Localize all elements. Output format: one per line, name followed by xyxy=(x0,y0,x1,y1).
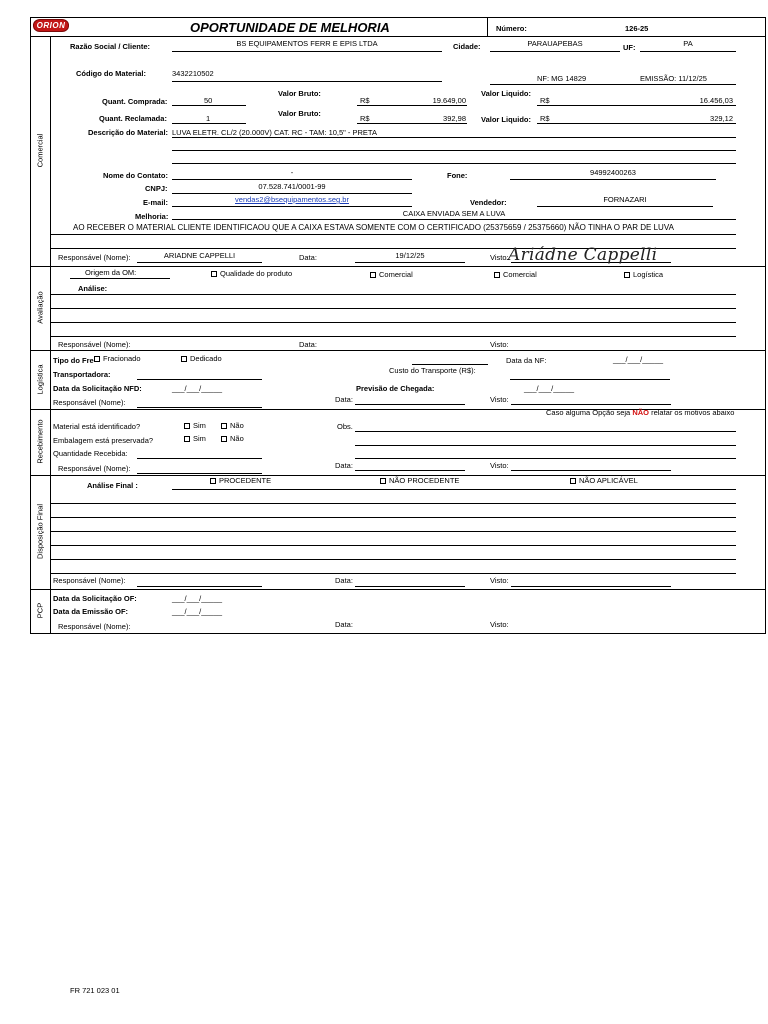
data-nf-label: Data da NF: xyxy=(506,356,547,365)
descricao-line-2 xyxy=(172,150,736,151)
header-divider xyxy=(30,36,766,37)
vendedor-underline xyxy=(537,206,713,207)
email-label: E-mail: xyxy=(143,198,169,207)
descricao-value[interactable]: LUVA ELETR. CL/2 (20.000V) CAT. RC - TAM: 10,5" - PRETA xyxy=(172,128,377,137)
cnpj-label: CNPJ: xyxy=(145,184,168,193)
obs-line-2 xyxy=(355,445,736,446)
valor-liquido-2[interactable]: 329,12 xyxy=(710,114,733,123)
form-frame xyxy=(30,17,766,634)
checkbox-procedente[interactable] xyxy=(210,478,216,484)
option-fracionado[interactable] xyxy=(94,354,141,363)
option-comercial-2-label: Comercial xyxy=(503,270,537,279)
logistica-data-label: Data: xyxy=(335,395,353,404)
analise-label: Análise: xyxy=(78,284,108,293)
comercial-responsavel-value[interactable]: ARIADNE CAPPELLI xyxy=(163,251,236,260)
uf-underline xyxy=(640,51,736,52)
option-qualidade[interactable] xyxy=(211,269,292,278)
custo-label: Custo do Transporte (R$): xyxy=(389,366,476,375)
checkbox-nao-procedente[interactable] xyxy=(380,478,386,484)
fone-underline xyxy=(510,179,716,180)
razao-underline xyxy=(172,51,442,52)
quant-reclamada-underline xyxy=(172,123,246,124)
orion-logo: ORION xyxy=(33,19,69,32)
disposicao-line-6 xyxy=(50,573,736,574)
obs-line-3 xyxy=(355,458,736,459)
disposicao-line-5 xyxy=(50,559,736,560)
recebimento-responsavel-underline xyxy=(137,473,262,474)
pcp-visto-label: Visto: xyxy=(490,620,509,629)
valor-bruto-2[interactable]: 392,98 xyxy=(443,114,466,123)
note-prefix: Caso alguma Opção seja xyxy=(546,408,633,417)
note-nao: NÃO xyxy=(632,408,649,417)
comercial-data-value[interactable]: 19/12/25 xyxy=(395,251,425,260)
logistica-responsavel-label: Responsável (Nome): xyxy=(53,398,126,407)
section-label-logistica: Logística xyxy=(35,364,45,395)
codigo-value[interactable]: 3432210502 xyxy=(172,69,214,78)
disposicao-visto-label: Visto: xyxy=(490,576,509,585)
cidade-underline xyxy=(490,51,620,52)
logistica-visto-label: Visto: xyxy=(490,395,509,404)
option-procedente[interactable] xyxy=(210,476,271,485)
contato-underline xyxy=(172,179,412,180)
option-logistica-label: Logística xyxy=(633,270,664,279)
embalagem-preservada-label: Embalagem está preservada? xyxy=(53,436,154,445)
form-title: OPORTUNIDADE DE MELHORIA xyxy=(190,20,390,35)
data-solic-nfd-value[interactable]: ___/___/_____ xyxy=(172,384,223,393)
checkbox-logistica[interactable] xyxy=(624,272,630,278)
data-nf-value[interactable]: ___/___/_____ xyxy=(613,355,664,364)
recebimento-visto-label: Visto: xyxy=(490,461,509,470)
pcp-responsavel-label: Responsável (Nome): xyxy=(58,622,131,631)
cidade-label: Cidade: xyxy=(453,42,481,51)
option-nao-procedente-label: NÃO PROCEDENTE xyxy=(389,476,460,485)
sep-disposicao-pcp xyxy=(30,589,766,590)
note-suffix: relatar os motivos abaixo xyxy=(648,408,735,417)
section-label-disposicao: Disposição Final xyxy=(35,503,45,560)
numero-value: 126-25 xyxy=(625,24,649,33)
melhoria-line-1 xyxy=(50,234,736,235)
valor-bruto-label-1: Valor Bruto: xyxy=(278,89,321,98)
option-embalagem-nao[interactable] xyxy=(221,434,244,443)
data-emissao-of-label: Data da Emissão OF: xyxy=(53,607,129,616)
pcp-data-label: Data: xyxy=(335,620,353,629)
sep-avaliacao-logistica xyxy=(30,350,766,351)
logistica-visto-underline xyxy=(511,404,671,405)
quantidade-recebida-underline xyxy=(137,458,262,459)
disposicao-line-1 xyxy=(50,503,736,504)
previsao-value[interactable]: ___/___/_____ xyxy=(524,384,575,393)
nf-underline xyxy=(490,84,736,85)
form-code: FR 721 023 01 xyxy=(70,986,120,995)
handwritten-signature: Ariádne Cappelli xyxy=(508,245,658,265)
disposicao-responsavel-label: Responsável (Nome): xyxy=(53,576,126,585)
checkbox-comercial-2[interactable] xyxy=(494,272,500,278)
cnpj-value[interactable]: 07.528.741/0001-99 xyxy=(258,182,326,191)
valor-bruto-2-underline xyxy=(357,123,467,124)
frete-underline xyxy=(412,364,488,365)
option-nao-aplicavel[interactable] xyxy=(570,476,638,485)
emissao-text: EMISSÃO: 11/12/25 xyxy=(640,74,707,83)
option-comercial-2[interactable] xyxy=(494,270,537,279)
option-material-nao[interactable] xyxy=(221,421,244,430)
quant-comprada-value[interactable]: 50 xyxy=(204,96,213,105)
email-underline xyxy=(172,206,412,207)
razao-value[interactable]: BS EQUIPAMENTOS FERR E EPIS LTDA xyxy=(236,39,378,48)
option-qualidade-label: Qualidade do produto xyxy=(220,269,293,278)
logistica-responsavel-underline xyxy=(137,407,262,408)
descricao-label: Descrição do Material: xyxy=(88,128,169,137)
checkbox-embalagem-sim[interactable] xyxy=(184,436,190,442)
currency-1: R$ xyxy=(360,96,370,105)
cnpj-underline xyxy=(172,193,412,194)
option-comercial-1-label: Comercial xyxy=(379,270,413,279)
recebimento-responsavel-label: Responsável (Nome): xyxy=(58,464,131,473)
sep-comercial-avaliacao xyxy=(30,266,766,267)
analise-final-underline xyxy=(172,489,736,490)
option-fracionado-label: Fracionado xyxy=(103,354,141,363)
material-identificado-label: Material está identificado? xyxy=(53,422,141,431)
disposicao-line-2 xyxy=(50,517,736,518)
checkbox-qualidade[interactable] xyxy=(211,271,217,277)
checkbox-embalagem-nao[interactable] xyxy=(221,436,227,442)
origem-label: Origem da OM: xyxy=(85,268,137,277)
vendedor-value[interactable]: FORNAZARI xyxy=(603,195,647,204)
checkbox-fracionado[interactable] xyxy=(94,356,100,362)
checkbox-dedicado[interactable] xyxy=(181,356,187,362)
obs-line-1 xyxy=(355,431,736,432)
descricao-line-1 xyxy=(172,137,736,138)
option-material-nao-label: Não xyxy=(230,421,244,430)
disposicao-data-underline xyxy=(355,586,465,587)
currency-2: R$ xyxy=(540,96,550,105)
custo-underline xyxy=(510,379,670,380)
contato-label: Nome do Contato: xyxy=(103,171,168,180)
quant-comprada-label: Quant. Comprada: xyxy=(102,97,168,106)
fone-label: Fone: xyxy=(447,171,468,180)
uf-label: UF: xyxy=(623,43,636,52)
option-material-sim-label: Sim xyxy=(193,421,206,430)
melhoria-label: Melhoria: xyxy=(135,212,169,221)
checkbox-comercial-1[interactable] xyxy=(370,272,376,278)
quant-comprada-underline xyxy=(172,105,246,106)
option-nao-procedente[interactable] xyxy=(380,476,459,485)
contato-value[interactable]: - xyxy=(290,168,294,177)
option-embalagem-sim[interactable] xyxy=(184,434,206,443)
option-comercial-1[interactable] xyxy=(370,270,413,279)
transportadora-label: Transportadora: xyxy=(53,370,111,379)
disposicao-responsavel-underline xyxy=(137,586,262,587)
section-label-pcp: PCP xyxy=(35,602,45,619)
section-label-recebimento: Recebimento xyxy=(35,419,45,464)
razao-label: Razão Social / Cliente: xyxy=(70,42,151,51)
descricao-line-3 xyxy=(172,163,736,164)
option-dedicado[interactable] xyxy=(181,354,222,363)
cidade-value[interactable]: PARAUAPEBAS xyxy=(527,39,583,48)
currency-3: R$ xyxy=(360,114,370,123)
codigo-label: Código do Material: xyxy=(76,69,146,78)
valor-bruto-1-underline xyxy=(357,105,467,106)
recebimento-note xyxy=(546,408,734,417)
vendedor-label: Vendedor: xyxy=(470,198,507,207)
data-emissao-of-value[interactable]: ___/___/_____ xyxy=(172,607,223,616)
fone-value[interactable]: 94992400263 xyxy=(590,168,636,177)
analise-line-3 xyxy=(50,322,736,323)
valor-liquido-1[interactable]: 16.456,03 xyxy=(699,96,733,105)
option-dedicado-label: Dedicado xyxy=(190,354,222,363)
header-number-divider xyxy=(487,17,488,36)
section-label-avaliacao: Avaliação xyxy=(35,291,45,324)
option-embalagem-sim-label: Sim xyxy=(193,434,206,443)
recebimento-data-underline xyxy=(355,470,465,471)
comercial-data-label: Data: xyxy=(299,253,317,262)
recebimento-data-label: Data: xyxy=(335,461,353,470)
valor-liquido-label-1: Valor Liquido: xyxy=(481,89,531,98)
transportadora-underline xyxy=(137,379,262,380)
option-logistica[interactable] xyxy=(624,270,663,279)
comercial-data-underline xyxy=(355,262,465,263)
option-procedente-label: PROCEDENTE xyxy=(219,476,272,485)
melhoria-description: AO RECEBER O MATERIAL CLIENTE IDENTIFICAOU QUE A CAIXA ESTAVA SOMENTE COM O CERTIFICADO (25375659 / 25375660) NÃO TINHA O PAR DE LUVA xyxy=(73,223,674,232)
analise-line-4 xyxy=(50,336,736,337)
quant-reclamada-value[interactable]: 1 xyxy=(206,114,211,123)
analise-final-label: Análise Final : xyxy=(87,481,138,490)
comercial-responsavel-label: Responsável (Nome): xyxy=(58,253,131,262)
numero-label: Número: xyxy=(496,24,527,33)
valor-liquido-2-underline xyxy=(537,123,736,124)
disposicao-visto-underline xyxy=(511,586,671,587)
quant-reclamada-label: Quant. Reclamada: xyxy=(99,114,167,123)
checkbox-material-sim[interactable] xyxy=(184,423,190,429)
recebimento-visto-underline xyxy=(511,470,671,471)
analise-line-1 xyxy=(50,294,736,295)
data-solic-of-label: Data da Solicitação OF: xyxy=(53,594,137,603)
disposicao-line-4 xyxy=(50,545,736,546)
avaliacao-responsavel-label: Responsável (Nome): xyxy=(58,340,131,349)
option-material-sim[interactable] xyxy=(184,421,206,430)
nf-text: NF: MG 14829 xyxy=(537,74,587,83)
obs-label: Obs. xyxy=(337,422,353,431)
valor-bruto-label-2: Valor Bruto: xyxy=(278,109,321,118)
codigo-underline xyxy=(172,81,442,82)
analise-line-2 xyxy=(50,308,736,309)
tipo-frete-label: Tipo do Fre xyxy=(53,356,94,365)
origem-underline xyxy=(70,278,170,279)
avaliacao-visto-label: Visto: xyxy=(490,340,509,349)
checkbox-material-nao[interactable] xyxy=(221,423,227,429)
valor-liquido-1-underline xyxy=(537,105,736,106)
disposicao-data-label: Data: xyxy=(335,576,353,585)
previsao-label: Previsão de Chegada: xyxy=(356,384,435,393)
email-link[interactable]: vendas2@bsequipamentos.seg.br xyxy=(235,195,349,204)
option-nao-aplicavel-label: NÃO APLICÁVEL xyxy=(579,476,638,485)
comercial-responsavel-underline xyxy=(137,262,262,263)
logistica-data-underline xyxy=(355,404,465,405)
melhoria-underline xyxy=(172,219,736,220)
comercial-visto-label: Visto: xyxy=(490,253,509,262)
valor-bruto-1[interactable]: 19.649,00 xyxy=(432,96,466,105)
melhoria-value[interactable]: CAIXA ENVIADA SEM A LUVA xyxy=(402,209,506,218)
avaliacao-data-label: Data: xyxy=(299,340,317,349)
checkbox-nao-aplicavel[interactable] xyxy=(570,478,576,484)
option-embalagem-nao-label: Não xyxy=(230,434,244,443)
data-solic-of-value[interactable]: ___/___/_____ xyxy=(172,594,223,603)
data-solic-nfd-label: Data da Solicitação NFD: xyxy=(53,384,142,393)
disposicao-line-3 xyxy=(50,531,736,532)
valor-liquido-label-2: Valor Liquido: xyxy=(481,115,531,124)
currency-4: R$ xyxy=(540,114,550,123)
uf-value[interactable]: PA xyxy=(683,39,693,48)
section-label-comercial: Comercial xyxy=(35,133,45,168)
quantidade-recebida-label: Quantidade Recebida: xyxy=(53,449,128,458)
